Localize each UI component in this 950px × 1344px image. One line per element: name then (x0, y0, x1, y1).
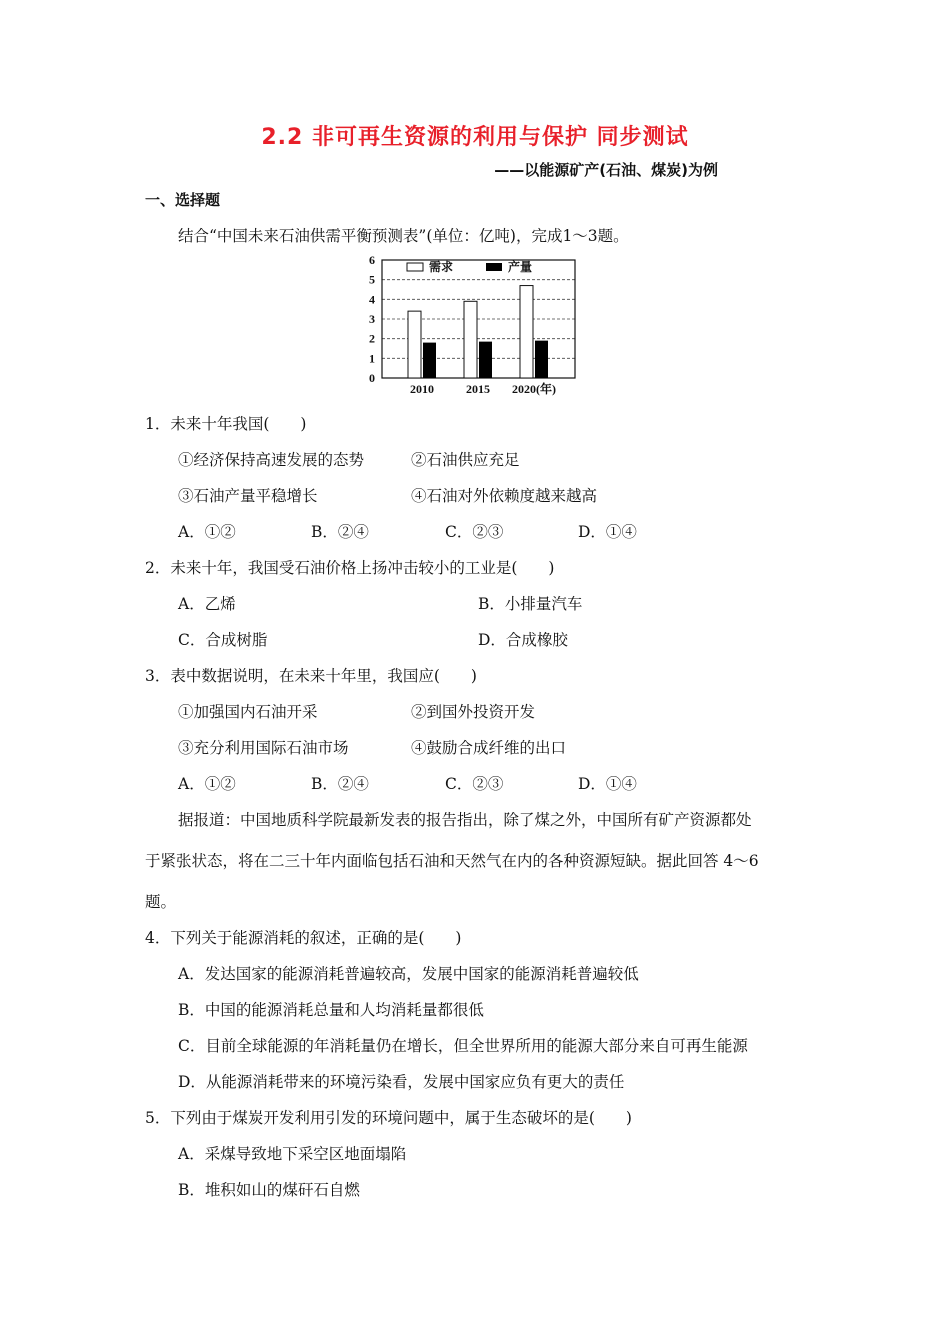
x-tick-label: 2020(年) (512, 382, 556, 396)
bar-demand (520, 286, 533, 378)
q3-item: ④鼓励合成纤维的出口 (411, 739, 567, 757)
q2-option-a[interactable]: A．乙烯 (178, 595, 236, 613)
legend-swatch-demand (407, 263, 423, 271)
q3-stem: 3．表中数据说明，在未来十年里，我国应( ) (145, 667, 477, 685)
q1-option-a[interactable]: A．①② (178, 523, 236, 541)
q3-option-a[interactable]: A．①② (178, 775, 236, 793)
q1-stem: 1．未来十年我国( ) (145, 415, 307, 433)
legend-swatch-output (486, 263, 502, 271)
y-tick-label: 1 (369, 351, 375, 366)
q1-option-b[interactable]: B．②④ (311, 523, 369, 541)
q4-stem: 4．下列关于能源消耗的叙述，正确的是( ) (145, 929, 462, 947)
q2-stem: 2．未来十年，我国受石油价格上扬冲击较小的工业是( ) (145, 559, 555, 577)
page-subtitle: ——以能源矿产(石油、煤炭)为例 (494, 161, 718, 179)
bar-demand (464, 301, 477, 378)
q5-stem: 5．下列由于煤炭开发利用引发的环境问题中，属于生态破坏的是( ) (145, 1109, 632, 1127)
page-title: 2.2 非可再生资源的利用与保护 同步测试 (261, 125, 689, 150)
q1-option-d[interactable]: D．①④ (578, 523, 637, 541)
q5-option-b[interactable]: B．堆积如山的煤矸石自燃 (178, 1181, 360, 1199)
intro-text-2: 据报道：中国地质科学院最新发表的报告指出，除了煤之外，中国所有矿产资源都处 (178, 811, 752, 829)
y-tick-label: 3 (369, 312, 375, 326)
q4-option-c[interactable]: C．目前全球能源的年消耗量仍在增长，但全世界所用的能源大部分来自可再生能源 (178, 1037, 748, 1055)
y-tick-label: 2 (369, 331, 375, 346)
q3-item: ①加强国内石油开采 (178, 703, 318, 721)
x-tick-label: 2015 (466, 382, 490, 396)
q1-item: ②石油供应充足 (411, 451, 520, 469)
legend-label: 产量 (508, 260, 533, 274)
q4-option-a[interactable]: A．发达国家的能源消耗普遍较高，发展中国家的能源消耗普遍较低 (178, 965, 639, 983)
intro-text-1: 结合“中国未来石油供需平衡预测表”(单位：亿吨)，完成1～3题。 (178, 227, 629, 245)
section-heading: 一、选择题 (145, 191, 221, 209)
q2-option-d[interactable]: D．合成橡胶 (478, 631, 568, 649)
bar-output (423, 343, 436, 378)
q3-item: ③充分利用国际石油市场 (178, 739, 349, 757)
q1-option-c[interactable]: C．②③ (445, 523, 504, 541)
y-tick-label: 5 (369, 272, 375, 287)
y-tick-label: 4 (369, 292, 375, 307)
x-tick-label: 2010 (410, 382, 434, 396)
q3-option-b[interactable]: B．②④ (311, 775, 369, 793)
q1-item: ③石油产量平稳增长 (178, 487, 318, 505)
intro-text-2: 于紧张状态，将在二三十年内面临包括石油和天然气在内的各种资源短缺。据此回答 4～6 (145, 852, 759, 870)
chart-root (369, 253, 575, 396)
q1-item: ①经济保持高速发展的态势 (178, 451, 365, 469)
q1-item: ④石油对外依赖度越来越高 (411, 487, 598, 505)
q2-option-b[interactable]: B．小排量汽车 (478, 595, 583, 613)
q3-option-c[interactable]: C．②③ (445, 775, 504, 793)
bar-demand (408, 311, 421, 378)
intro-text-2: 题。 (145, 893, 177, 911)
q4-option-b[interactable]: B．中国的能源消耗总量和人均消耗量都很低 (178, 1001, 484, 1019)
q4-option-d[interactable]: D．从能源消耗带来的环境污染看，发展中国家应负有更大的责任 (178, 1073, 625, 1091)
bar-output (535, 341, 548, 378)
q3-option-d[interactable]: D．①④ (578, 775, 637, 793)
legend-label: 需求 (429, 260, 454, 274)
y-tick-label: 6 (369, 253, 375, 267)
q2-option-c[interactable]: C．合成树脂 (178, 631, 268, 649)
q3-item: ②到国外投资开发 (411, 703, 536, 721)
oil-supply-demand-chart (358, 252, 588, 402)
y-tick-label: 0 (369, 371, 375, 385)
bar-output (479, 342, 492, 378)
q5-option-a[interactable]: A．采煤导致地下采空区地面塌陷 (178, 1145, 407, 1163)
